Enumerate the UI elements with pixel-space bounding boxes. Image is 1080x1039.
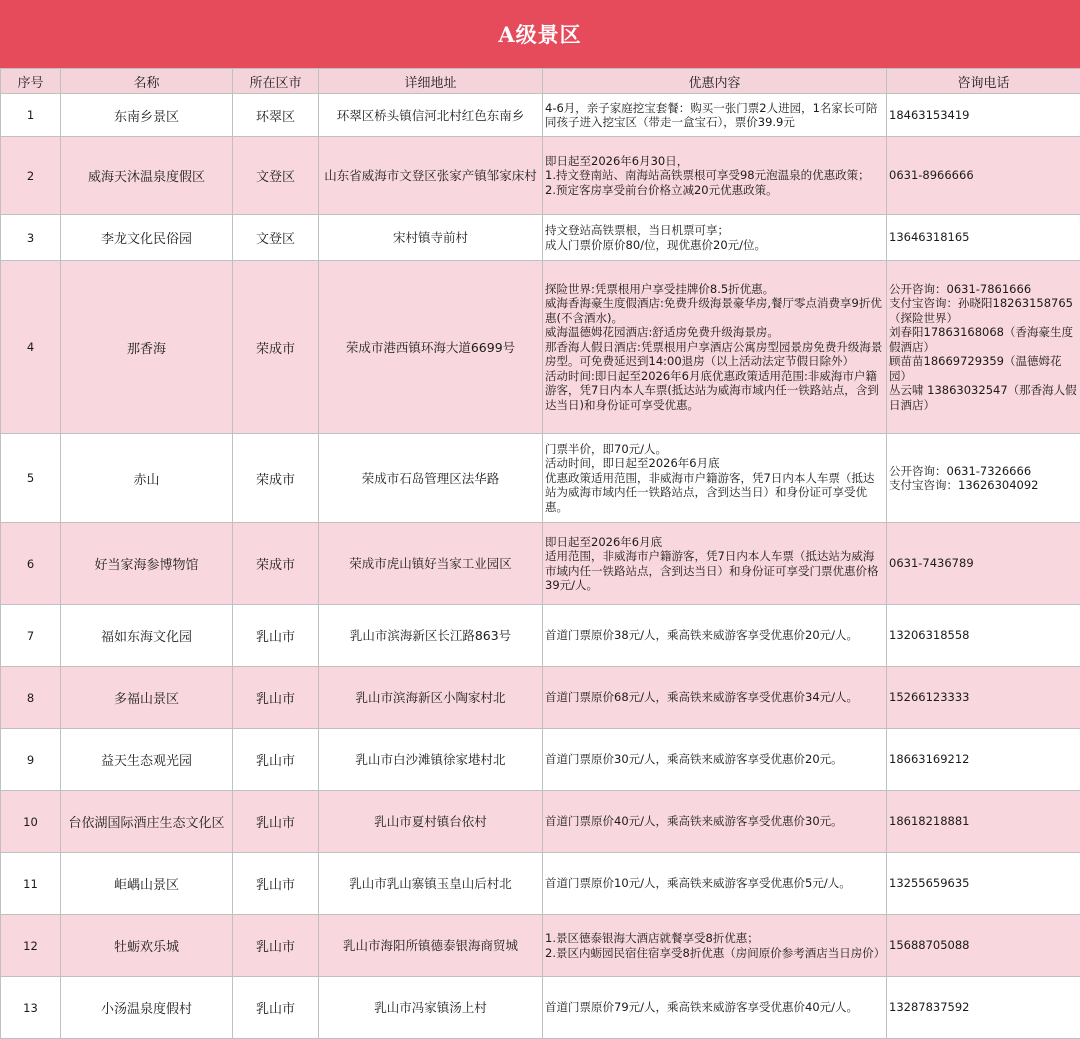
table-row xyxy=(1,977,1080,1039)
cell-address: 荣成市港西镇环海大道6699号 xyxy=(319,261,543,434)
cell-name: 台依湖国际酒庄生态文化区 xyxy=(61,791,233,853)
cell-district: 乳山市 xyxy=(233,791,319,853)
cell-district: 荣成市 xyxy=(233,523,319,605)
cell-address: 乳山市海阳所镇德泰银海商贸城 xyxy=(319,915,543,977)
cell-address: 乳山市冯家镇汤上村 xyxy=(319,977,543,1039)
cell-phone: 0631-8966666 xyxy=(887,137,1080,215)
cell-offer: 4-6月，亲子家庭挖宝套餐：购买一张门票2人进园，1名家长可陪同孩子进入挖宝区（带走一盒宝石），票价39.9元 xyxy=(543,94,887,137)
col-header-address: 详细地址 xyxy=(319,69,543,94)
table-row xyxy=(1,215,1080,261)
cell-no: 11 xyxy=(1,853,61,915)
cell-phone: 13255659635 xyxy=(887,853,1080,915)
cell-district: 文登区 xyxy=(233,215,319,261)
cell-offer: 门票半价，即70元/人。 活动时间，即日起至2026年6月底 优惠政策适用范围，非威海市户籍游客，凭7日内本人车票（抵达站为威海市域内任一铁路站点，含到达当日）和身份证可享受优惠。 xyxy=(543,434,887,523)
cell-no: 10 xyxy=(1,791,61,853)
cell-name: 东南乡景区 xyxy=(61,94,233,137)
cell-phone: 18618218881 xyxy=(887,791,1080,853)
cell-name: 牡蛎欢乐城 xyxy=(61,915,233,977)
cell-no: 1 xyxy=(1,94,61,137)
col-header-district: 所在区市 xyxy=(233,69,319,94)
cell-name: 那香海 xyxy=(61,261,233,434)
cell-no: 12 xyxy=(1,915,61,977)
table-header-row xyxy=(1,69,1080,94)
cell-no: 4 xyxy=(1,261,61,434)
cell-offer: 首道门票原价30元/人，乘高铁来威游客享受优惠价20元。 xyxy=(543,729,887,791)
cell-phone: 公开咨询：0631-7326666 支付宝咨询：13626304092 xyxy=(887,434,1080,523)
cell-name: 岠嵎山景区 xyxy=(61,853,233,915)
cell-no: 3 xyxy=(1,215,61,261)
cell-name: 福如东海文化园 xyxy=(61,605,233,667)
cell-district: 乳山市 xyxy=(233,853,319,915)
cell-district: 乳山市 xyxy=(233,667,319,729)
cell-no: 6 xyxy=(1,523,61,605)
page-title: A级景区 xyxy=(0,0,1080,68)
cell-name: 好当家海参博物馆 xyxy=(61,523,233,605)
cell-address: 荣成市石岛管理区法华路 xyxy=(319,434,543,523)
cell-no: 7 xyxy=(1,605,61,667)
cell-no: 5 xyxy=(1,434,61,523)
cell-address: 荣成市虎山镇好当家工业园区 xyxy=(319,523,543,605)
cell-address: 乳山市白沙滩镇徐家塂村北 xyxy=(319,729,543,791)
cell-no: 9 xyxy=(1,729,61,791)
cell-district: 乳山市 xyxy=(233,729,319,791)
table-row xyxy=(1,915,1080,977)
col-header-phone: 咨询电话 xyxy=(887,69,1080,94)
cell-phone: 15688705088 xyxy=(887,915,1080,977)
cell-offer: 1.景区德泰银海大酒店就餐享受8折优惠； 2.景区内蛎园民宿住宿享受8折优惠（房间原价参考酒店当日房价） xyxy=(543,915,887,977)
cell-offer: 即日起至2026年6月底 适用范围，非威海市户籍游客，凭7日内本人车票（抵达站为威海市域内任一铁路站点，含到达当日）和身份证可享受门票优惠价格39元/人。 xyxy=(543,523,887,605)
cell-phone: 13646318165 xyxy=(887,215,1080,261)
cell-name: 多福山景区 xyxy=(61,667,233,729)
cell-offer: 探险世界:凭票根用户享受挂牌价8.5折优惠。 威海香海豪生度假酒店:免费升级海景豪华房,餐厅零点消费享9折优惠(不含酒水)。 威海温德姆花园酒店:舒适房免费升级海景房。 那香海人假日酒店:凭票根用户享酒店公寓房型园景房免费升级海景房型。可免费延迟到14:00退房（以上活动法定节假日除外） 活动时间:即日起至2026年6月底优惠政策适用范围:非威海市户籍游客，凭7日内本人车票(抵达站为威海市域内任一铁路站点，含到达当日)和身份证可享受优惠。 xyxy=(543,261,887,434)
cell-no: 13 xyxy=(1,977,61,1039)
cell-offer: 持文登站高铁票根，当日机票可享； 成人门票价原价80/位，现优惠价20元/位。 xyxy=(543,215,887,261)
col-header-offer: 优惠内容 xyxy=(543,69,887,94)
cell-district: 荣成市 xyxy=(233,434,319,523)
cell-phone: 13287837592 xyxy=(887,977,1080,1039)
col-header-no: 序号 xyxy=(1,69,61,94)
table-row xyxy=(1,94,1080,137)
scenic-spots-table xyxy=(0,68,1080,1039)
cell-offer: 首道门票原价79元/人，乘高铁来威游客享受优惠价40元/人。 xyxy=(543,977,887,1039)
cell-name: 小汤温泉度假村 xyxy=(61,977,233,1039)
cell-address: 环翠区桥头镇信河北村红色东南乡 xyxy=(319,94,543,137)
cell-district: 文登区 xyxy=(233,137,319,215)
cell-phone: 13206318558 xyxy=(887,605,1080,667)
cell-offer: 首道门票原价68元/人，乘高铁来威游客享受优惠价34元/人。 xyxy=(543,667,887,729)
cell-name: 威海天沐温泉度假区 xyxy=(61,137,233,215)
table-row xyxy=(1,605,1080,667)
cell-address: 乳山市滨海新区长江路863号 xyxy=(319,605,543,667)
table-row xyxy=(1,137,1080,215)
cell-address: 宋村镇寺前村 xyxy=(319,215,543,261)
cell-address: 乳山市滨海新区小陶家村北 xyxy=(319,667,543,729)
cell-address: 山东省威海市文登区张家产镇邹家床村 xyxy=(319,137,543,215)
cell-phone: 18663169212 xyxy=(887,729,1080,791)
table-row xyxy=(1,434,1080,523)
table-row xyxy=(1,667,1080,729)
table-row xyxy=(1,791,1080,853)
cell-district: 乳山市 xyxy=(233,977,319,1039)
col-header-name: 名称 xyxy=(61,69,233,94)
cell-no: 2 xyxy=(1,137,61,215)
cell-offer: 首道门票原价40元/人，乘高铁来威游客享受优惠价30元。 xyxy=(543,791,887,853)
cell-offer: 首道门票原价38元/人，乘高铁来威游客享受优惠价20元/人。 xyxy=(543,605,887,667)
table-row xyxy=(1,853,1080,915)
cell-district: 乳山市 xyxy=(233,605,319,667)
cell-name: 赤山 xyxy=(61,434,233,523)
cell-district: 荣成市 xyxy=(233,261,319,434)
cell-address: 乳山市夏村镇台依村 xyxy=(319,791,543,853)
cell-address: 乳山市乳山寨镇玉皇山后村北 xyxy=(319,853,543,915)
cell-district: 乳山市 xyxy=(233,915,319,977)
cell-district: 环翠区 xyxy=(233,94,319,137)
table-row xyxy=(1,729,1080,791)
cell-name: 李龙文化民俗园 xyxy=(61,215,233,261)
cell-offer: 首道门票原价10元/人，乘高铁来威游客享受优惠价5元/人。 xyxy=(543,853,887,915)
table-row xyxy=(1,261,1080,434)
cell-phone: 公开咨询：0631-7861666 支付宝咨询：孙晓阳18263158765（探险世界） 刘春阳17863168068（香海豪生度假酒店） 顾苗苗18669729359（温德姆花园） 丛云啸 13863032547（那香海人假日酒店） xyxy=(887,261,1080,434)
cell-offer: 即日起至2026年6月30日， 1.持文登南站、南海站高铁票根可享受98元泡温泉的优惠政策； 2.预定客房享受前台价格立减20元优惠政策。 xyxy=(543,137,887,215)
cell-name: 益天生态观光园 xyxy=(61,729,233,791)
cell-no: 8 xyxy=(1,667,61,729)
table-row xyxy=(1,523,1080,605)
cell-phone: 18463153419 xyxy=(887,94,1080,137)
cell-phone: 15266123333 xyxy=(887,667,1080,729)
cell-phone: 0631-7436789 xyxy=(887,523,1080,605)
